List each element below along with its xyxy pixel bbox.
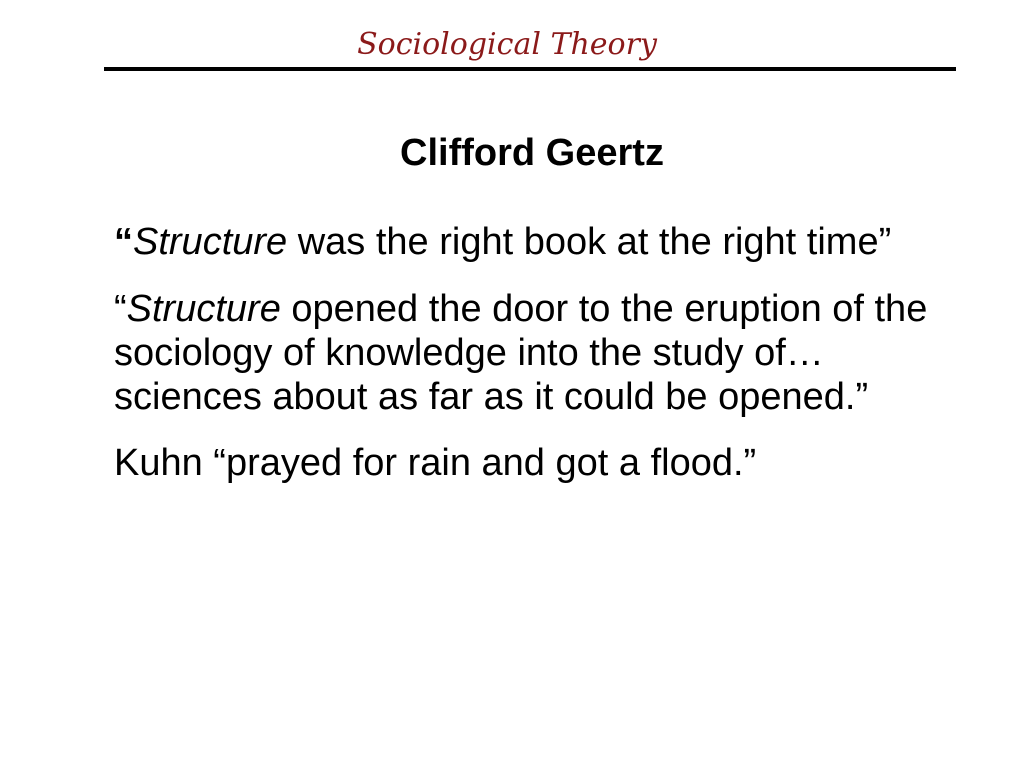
- quote-text: was the right book at the right time”: [287, 221, 892, 263]
- header-divider: [104, 67, 956, 71]
- slide-header: [0, 0, 1024, 80]
- slide-body: [114, 128, 944, 485]
- book-title: Structure: [126, 288, 281, 330]
- logo-text: Sociological Theory: [357, 27, 657, 62]
- book-title: Structure: [133, 221, 288, 263]
- slide-title: Clifford Geertz: [400, 132, 664, 174]
- sociological-theory-logo: [355, 22, 660, 66]
- open-quote-mark: “: [114, 288, 127, 330]
- open-quote-mark: “: [114, 221, 133, 263]
- quote-text: opened the door to the eruption of the sociology of knowledge into the study of…sciences about as far as it could be opened.”: [114, 288, 928, 418]
- quote-structure-right-book: [114, 220, 944, 264]
- closing-statement: Kuhn “prayed for rain and got a flood.”: [114, 442, 757, 484]
- quote-structure-opened-door: [114, 287, 944, 419]
